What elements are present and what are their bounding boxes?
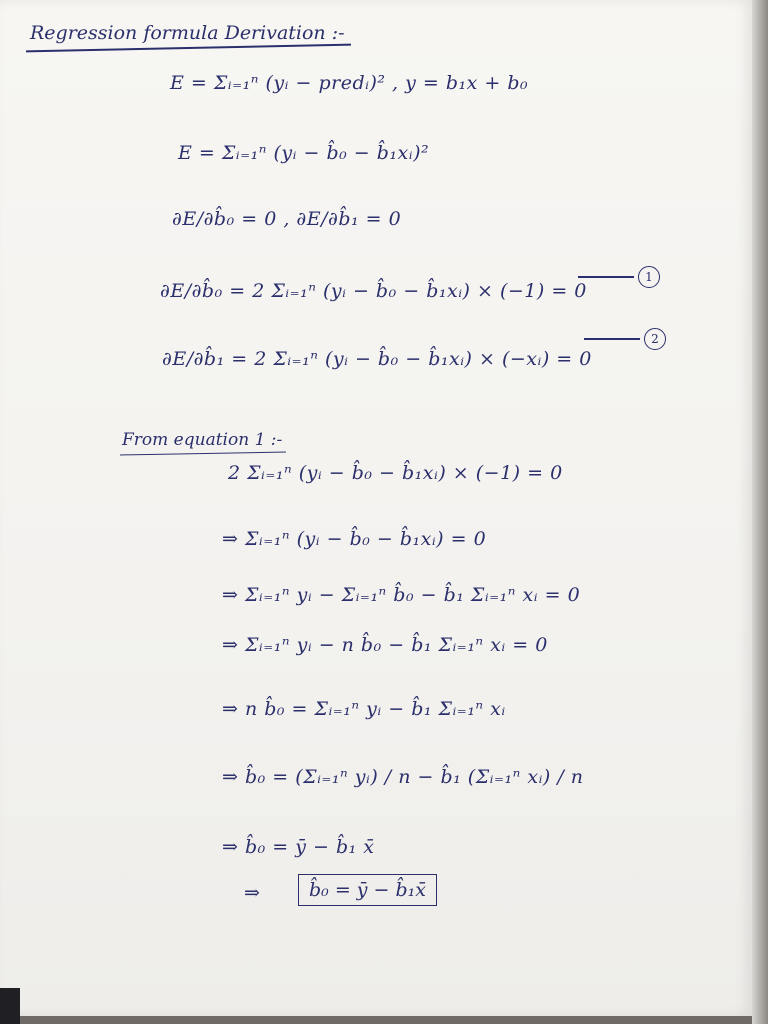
step-3: ⇒ Σᵢ₌₁ⁿ yᵢ − Σᵢ₌₁ⁿ b̂₀ − b̂₁ Σᵢ₌₁ⁿ xᵢ = 0 [222, 584, 581, 606]
error-expanded: E = Σᵢ₌₁ⁿ (yᵢ − b̂₀ − b̂₁xᵢ)² [178, 142, 430, 164]
page-title [30, 22, 345, 44]
equation-1: ∂E/∂b̂₀ = 2 Σᵢ₌₁ⁿ (yᵢ − b̂₀ − b̂₁xᵢ) × (−1) = 0 [160, 280, 587, 302]
final-result-box: b̂₀ = ȳ − b̂₁x̄ [298, 874, 437, 906]
from-label-underline [120, 451, 286, 455]
tag-leader-line [578, 276, 634, 277]
final-arrow: ⇒ [244, 882, 261, 904]
step-2: ⇒ Σᵢ₌₁ⁿ (yᵢ − b̂₀ − b̂₁xᵢ) = 0 [222, 528, 487, 550]
page-edge-shadow [752, 0, 768, 1024]
error-definition-text: E = Σᵢ₌₁ⁿ (yᵢ − predᵢ)² [170, 72, 386, 94]
step-5: ⇒ n b̂₀ = Σᵢ₌₁ⁿ yᵢ − b̂₁ Σᵢ₌₁ⁿ xᵢ [222, 698, 506, 720]
equation-2-tag [584, 328, 666, 350]
tag-leader-line [584, 338, 640, 339]
derivative-conditions: ∂E/∂b̂₀ = 0 , ∂E/∂b̂₁ = 0 [172, 208, 402, 230]
from-equation-text: From equation 1 :- [122, 430, 283, 450]
step-7: ⇒ b̂₀ = ȳ − b̂₁ x̄ [222, 836, 375, 858]
tag-circle: 1 [638, 266, 660, 288]
title-text: Regression formula Derivation :- [30, 22, 345, 44]
tag-circle: 2 [644, 328, 666, 350]
step-1: 2 Σᵢ₌₁ⁿ (yᵢ − b̂₀ − b̂₁xᵢ) × (−1) = 0 [228, 462, 563, 484]
step-6: ⇒ b̂₀ = (Σᵢ₌₁ⁿ yᵢ) / n − b̂₁ (Σᵢ₌₁ⁿ xᵢ) / n [222, 766, 584, 788]
equation-1-tag [578, 266, 660, 288]
model-equation: , y = b₁x + b₀ [392, 72, 529, 94]
error-definition [170, 72, 528, 94]
title-underline [26, 43, 350, 51]
equation-2: ∂E/∂b̂₁ = 2 Σᵢ₌₁ⁿ (yᵢ − b̂₀ − b̂₁xᵢ) × (−xᵢ) = 0 [162, 348, 592, 370]
background-corner [0, 988, 20, 1024]
from-equation-label [122, 430, 282, 450]
step-4: ⇒ Σᵢ₌₁ⁿ yᵢ − n b̂₀ − b̂₁ Σᵢ₌₁ⁿ xᵢ = 0 [222, 634, 548, 656]
